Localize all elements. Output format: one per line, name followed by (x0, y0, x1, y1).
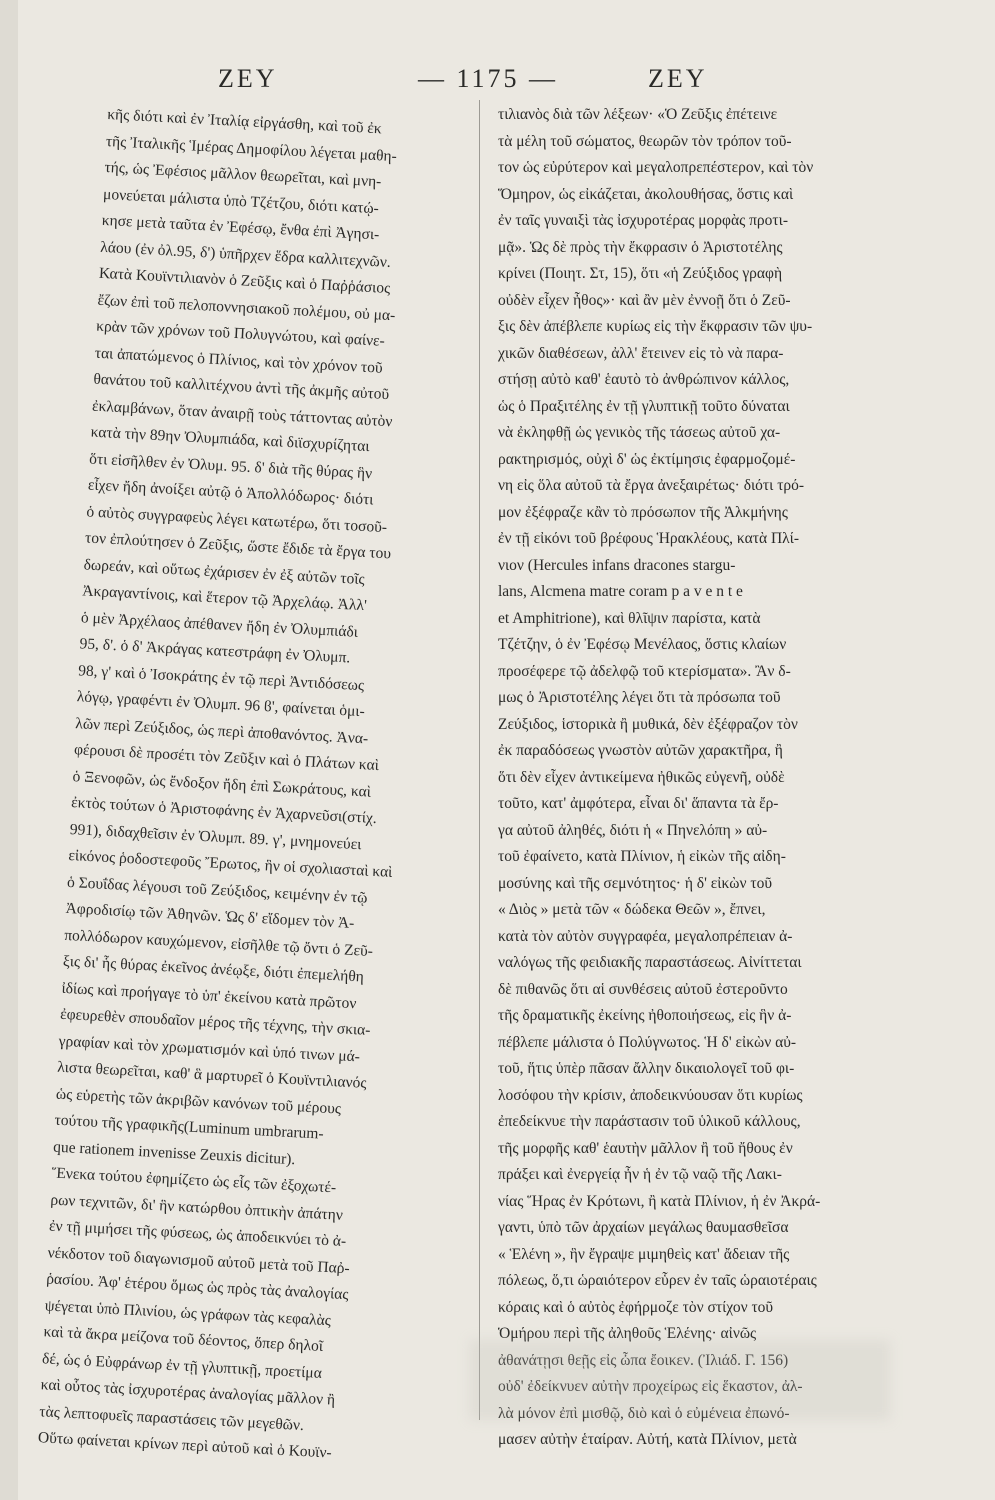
text-line: ἐπεδείκνυε τὴν παράστασιν τοῦ ὑλικοῦ κάλλους, (498, 1113, 801, 1130)
text-line: τοῦτο, κατ' ἀμφότερα, εἶναι δι' ἅπαντα τὰ ἔρ- (498, 795, 779, 812)
text-line: τοῦ ἐφαίνετο, κατὰ Πλίνιον, ἡ εἰκὼν τῆς αἰδη- (498, 848, 786, 865)
text-line: ται ἀπατώμενος ὁ Πλίνιος, καὶ τὸν χρόνον τοῦ (94, 344, 384, 377)
running-header (0, 64, 995, 104)
text-line: λὰ μόνον ἐπὶ μισθῷ, διὸ καὶ ὁ εὐμένεια ἐπωνό- (498, 1404, 790, 1422)
text-line: ρακτηρισμός, οὐχὶ δ' ὡς ἐκτίμησις ἐφαρμοζομέ- (498, 450, 796, 468)
text-line: lans, Alcmena matre coram p a v e n t e (498, 583, 743, 600)
text-line: Ὅμηρον, ὡς εἰκάζεται, ἀκολουθήσας, ὅστις καὶ (498, 185, 794, 203)
text-line: τῆς μορφῆς καθ' ἑαυτὴν μᾶλλον ἢ τοῦ ἤθους ἐν (498, 1139, 793, 1157)
text-line: εἶχεν ἤδη ἀνοίξει αὐτῷ ὁ Ἀπολλόδωρος· διότι (87, 476, 374, 509)
text-line: τὰ μέλη τοῦ σώματος, θεωρῶν τὸν τρόπον τοῦ- (498, 132, 792, 150)
text-line: ὁ μὲν Ἀρχέλαος ἀπέθανεν ἤδη ἐν Ὀλυμπιάδι (80, 608, 359, 641)
text-line: ὅτι δὲν εἶχεν ἀντικείμενα ἠθικῶς εὐγενῆ, οὐδὲ (498, 768, 785, 786)
text-line: κατὰ τὸν αὐτὸν συγγραφέα, μεγαλοπρέπειαν ἀ- (498, 927, 793, 945)
header-right: ΖΕΥ (648, 64, 708, 93)
text-line: ἀθανάτῃσι θεῇς εἰς ὦπα ἔοικεν. (Ἰλιάδ. Γ. 156) (498, 1351, 789, 1369)
text-line: ναλόγως τῆς φειδιακῆς παραστάσεως. Αἰνίττεται (498, 954, 802, 971)
text-line: κρίνει (Ποιητ. Στ, 15), ὅτι «ἡ Ζεύξιδος γραφὴ (498, 265, 783, 282)
text-line: δωρεάν, καὶ οὕτως ἐχάρισεν ἐν ἐξ αὐτῶν τοῖς (83, 555, 366, 588)
text-line: μοσύνης καὶ τῆς σεμνότητος· ἡ δ' εἰκὼν τοῦ (498, 874, 773, 892)
text-line: νίας Ἥρας ἐν Κρότωνι, ἢ κατὰ Πλίνιον, ἡ ἐν Ἀκρά- (498, 1192, 821, 1210)
text-line: κῆς διότι καὶ ἐν Ἰταλίᾳ εἰργάσθη, καὶ τοῦ ἐκ (106, 105, 383, 138)
text-line: τοῦ, ἥτις ὑπὲρ πᾶσαν ἄλλην δικαιολογεῖ τοῦ φι- (498, 1060, 795, 1077)
text-line: πολλόδωρον καυχώμενον, εἰσῆλθε τῷ ὄντι ὁ Ζεῦ- (63, 926, 374, 960)
text-line: εἰκόνος ῥοδοστεφοῦς Ἔρωτος, ἣν οἱ σχολιασταὶ καὶ (68, 846, 393, 881)
text-line: Ἀφροδισίῳ τῶν Ἀθηνῶν. Ὡς δ' εἴδομεν τὸν Ἀ- (65, 899, 355, 933)
text-line: λοσόφου τὴν κρίσιν, ἀποδεικνύουσαν ὅτι κυρίως (498, 1086, 803, 1104)
text-line: « Διὸς » μετὰ τῶν « δώδεκα Θεῶν », ἔπνει, (498, 901, 766, 918)
text-line: ρων τεχνιτῶν, δι' ἣν κατώρθου ὀπτικὴν ἀπάτην (50, 1191, 344, 1224)
text-line: ἐν ταῖς γυναιξὶ τὰς ἰσχυροτέρας μορφὰς προτι- (498, 212, 788, 229)
text-line: μᾷ». Ὡς δὲ πρὸς τὴν ἔκφρασιν ὁ Ἀριστοτέλης (498, 238, 783, 256)
text-line: χικῶν διαθέσεων, ἀλλ' ἔτεινεν εἰς τὸ νὰ παρα- (498, 344, 784, 362)
text-line: καὶ οὗτος τὰς ἰσχυροτέρας ἀναλογίας μᾶλλον ἢ (40, 1376, 336, 1409)
text-line: que rationem invenisse Zeuxis dicitur). (52, 1138, 296, 1168)
text-line: τούτου τῆς γραφικῆς(Luminum umbrarum- (54, 1111, 325, 1143)
text-line: γαντι, ὑπὸ τῶν ἀρχαίων μεγάλως θαυμασθεῖσα (498, 1219, 789, 1236)
text-line: ὅτι εἰσῆλθεν ἐν Ὀλυμ. 95. δ' διὰ τῆς θύρας ἣν (88, 450, 373, 482)
text-line: Κατὰ Κουϊντιλιανὸν ὁ Ζεῦξις καὶ ὁ Παῤῥάσιος (98, 264, 391, 298)
text-line: πράξει καὶ ἐνεργείᾳ ἦν ἡ ἐν τῷ ναῷ τῆς Λακι- (498, 1166, 782, 1183)
text-line: πόλεως, ὅ,τι ὡραιότερον εὗρεν ἐν ταῖς ὡραιοτέραις (498, 1272, 817, 1289)
text-line: ὡς ὁ Πραξιτέλης ἐν τῇ γλυπτικῇ τοῦτο δύναται (498, 397, 790, 415)
text-line: καὶ τὰ ἄκρα μείζονα τοῦ δέοντος, ὅπερ δηλοῖ (43, 1323, 324, 1355)
text-line: 95, δ'. ὁ δ' Ἀκράγας κατεστράφη ἐν Ὀλυμπ. (79, 635, 351, 667)
text-line: ἐκ παραδόσεως γνωστὸν αὐτῶν χαρακτῆρα, ἢ (498, 742, 783, 759)
text-line: μως ὁ Ἀριστοτέλης λέγει ὅτι τὰ πρόσωπα τοῦ (498, 689, 781, 706)
text-line: ὁ αὐτὸς συγγραφεὺς λέγει κατωτέρω, ὅτι τοσοῦ- (86, 502, 388, 536)
text-line: οὐδὲν εἶχεν ἦθος»· καὶ ἂν μὲν ἐννοῇ ὅτι ὁ Ζεῦ- (498, 291, 791, 309)
text-line: νιον (Hercules infans dracones stargu- (498, 556, 736, 574)
text-line: Ἕνεκα τούτου ἐφημίζετο ὡς εἷς τῶν ἐξοχωτέ- (51, 1164, 337, 1197)
text-line: « Ἑλένη », ἣν ἔγραψε μιμηθεὶς κατ' ἄδειαν τῆς (498, 1245, 790, 1263)
text-line: μονεύεται μάλιστα ὑπὸ Τζέτζου, διότι κατῴ- (102, 185, 380, 217)
text-line: θανάτου τοῦ καλλιτέχνου ἀντὶ τῆς ἀκμῆς αὐτοῦ (93, 370, 390, 404)
text-line: φέρουσι δὲ προσέτι τὸν Ζεῦξιν καὶ ὁ Πλάτων καὶ (73, 741, 380, 775)
text-line: δὲ πιθανῶς ὅτι αἱ συνθέσεις αὐτοῦ ἐστεροῦντο (498, 980, 788, 998)
text-line: 991), διδαχθεῖσιν ἐν Ὀλυμπ. 89. γ', μνημονεύει (69, 820, 362, 853)
text-line: προσέφερε τῷ ἀδελφῷ τοῦ κτερίσματα». Ἂν δ- (498, 662, 791, 680)
text-line: ὁ Ξενοφῶν, ὡς ἔνδοξον ἤδη ἐπὶ Σωκράτους, καὶ (72, 767, 372, 801)
text-line: τον ὡς εὐρύτερον καὶ μεγαλοπρεπέστερον, καὶ τὸν (498, 159, 814, 176)
text-line: ῥασίου. Ἀφ' ἑτέρου ὅμως ὡς πρὸς τὰς ἀναλογίας (45, 1270, 349, 1304)
text-line: κησε μετὰ ταῦτα ἐν Ἐφέσῳ, ἔνθα ἐπὶ Ἀγησι- (101, 211, 380, 244)
text-line: Οὕτω φαίνεται κρίνων περὶ αὐτοῦ καὶ ὁ Κουϊν- (37, 1429, 333, 1462)
text-line: τιλιανὸς διὰ τῶν λέξεων· «Ὁ Ζεῦξις ἐπέτεινε (498, 106, 778, 123)
text-line: λιστα θεωρεῖται, καθ' ἃ μαρτυρεῖ ὁ Κουϊντιλιανός (56, 1058, 367, 1092)
text-line: κρὰν τῶν χρόνων τοῦ Πολυγνώτου, καὶ φαίνε- (95, 317, 386, 350)
text-line: ἐκτὸς τούτων ὁ Ἀριστοφάνης ἐν Ἀχαρνεῦσι(στίχ. (70, 794, 378, 828)
text-line: τής, ὡς Ἐφέσιος μᾶλλον θεωρεῖται, καὶ μνη- (104, 158, 382, 191)
right-column (498, 102, 894, 1448)
text-line: ἔζων ἐπὶ τοῦ πελοποννησιακοῦ πολέμου, οὐ μα- (97, 291, 396, 324)
text-line: λάου (ἐν ὀλ.95, δ') ὑπῆρχεν ἕδρα καλλιτεχνῶν. (99, 238, 392, 271)
text-line: ἐν τῇ εἰκόνι τοῦ βρέφους Ἡρακλέους, κατὰ Πλί- (498, 530, 799, 547)
text-line: 98, γ' καὶ ὁ Ἰσοκράτης ἐν τῷ περὶ Ἀντιδόσεως (77, 661, 365, 694)
text-line: et Amphitrione), καὶ θλῖψιν παρίστα, κατὰ (498, 609, 761, 627)
text-line: λῶν περὶ Ζεύξιδος, ὡς περὶ ἀποθανόντος. Ἀνα- (75, 714, 369, 747)
text-line: νέκδοτον τοῦ διαγωνισμοῦ αὐτοῦ μετὰ τοῦ Παῤ- (47, 1243, 351, 1277)
header-left: ΖΕΥ (218, 64, 278, 93)
text-line: ψέγεται ὑπὸ Πλινίου, ὡς γράφων τὰς κεφαλὰς (44, 1296, 332, 1329)
text-line: νη εἰς ὅλα αὐτοῦ τὰ ἔργα ἀνεξαιρέτως· διότι τρό- (498, 477, 805, 494)
text-line: ἐκλαμβάνων, ὅταν ἀναιρῇ τοὺς τάττοντας αὐτὸν (91, 397, 393, 430)
text-line: Ὁμήρου περὶ τῆς ἀληθοῦς Ἑλένης· αἰνῶς (498, 1325, 757, 1342)
text-line: γα αὐτοῦ ἀληθές, διότι ἡ « Πηνελόπη » αὐ- (498, 821, 768, 839)
text-line: Ἀκραγαντίνοις, καὶ ἕτερον τῷ Ἀρχελάῳ. Ἀλλ' (81, 582, 368, 615)
page-edge (0, 0, 18, 1500)
text-line: τὰς λεπτοφυεῖς παραστάσεις τῶν μεγεθῶν. (38, 1402, 305, 1434)
page-number: — 1175 — (418, 64, 559, 93)
text-line: πέβλεπε μάλιστα ὁ Πολύγνωτος. Ἡ δ' εἰκὼν αὐ- (498, 1033, 797, 1051)
text-line: τον ἐπλούτησεν ὁ Ζεῦξις, ὥστε ἔδιδε τὰ ἔργα του (84, 529, 392, 563)
text-line: ξις δὲν ἀπέβλεπε κυρίως εἰς τὴν ἔκφρασιν τῶν ψυ- (498, 318, 813, 335)
text-line: Τζέτζην, ὁ ἐν Ἐφέσῳ Μενέλαος, ὅστις κλαίων (498, 636, 787, 653)
text-line: ἐφευρεθὲν σπουδαῖον μέρος τῆς τέχνης, τὴν σκια- (59, 1005, 371, 1039)
text-line: μασεν αὐτὴν ἑταίραν. Αὐτή, κατὰ Πλίνιον, μετὰ (498, 1431, 797, 1448)
text-line: κόραις καὶ ὁ αὐτὸς ἐφήρμοζε τὸν στίχον τοῦ (498, 1298, 774, 1316)
text-line: μον ἐξέφραζε κἂν τὸ πρόσωπον τῆς Ἀλκμήνης (498, 503, 788, 521)
text-line: ἐν τῇ μιμήσει τῆς φύσεως, ὡς ἀποδεικνύει τὸ ἀ- (48, 1217, 347, 1251)
column-rule (479, 100, 480, 1420)
text-line: οὐδ' ἐδείκνυεν αὐτὴν προχείρως εἰς ἕκαστον, ἀλ- (498, 1378, 803, 1395)
text-line: ὡς εὑρετὴς τῶν ἀκριβῶν κανόνων τοῦ μέρους (55, 1085, 342, 1118)
text-line: τῆς Ἰταλικῆς Ἱμέρας Δημοφίλου λέγεται μαθη- (105, 132, 398, 165)
left-column (37, 102, 457, 1462)
text-line: γραφίαν καὶ τὸν χρωματισμόν καὶ ὑπό τινων μά- (58, 1032, 361, 1065)
text-line: δέ, ὡς ὁ Εὐφράνωρ ἐν τῇ γλυπτικῇ, προετίμα (41, 1349, 323, 1382)
text-line: ξις δι' ἧς θύρας ἐκεῖνος ἀνέῳξε, διότι ἐπεμελήθη (62, 952, 365, 986)
text-line: ὁ Σουΐδας λέγουσι τοῦ Ζεύξιδος, κειμένην ἐν τῷ (66, 873, 368, 907)
text-line: στήσῃ αὐτὸ καθ' ἑαυτὸ τὸ ἀνθρώπινον κάλλος, (498, 371, 790, 388)
text-line: νὰ ἐκληφθῇ ὡς γενικὸς τῆς τάσεως αὐτοῦ χα- (498, 424, 781, 441)
text-line: τῆς δραματικῆς ἐκείνης ἠθοποιήσεως, εἰς ἣν ἀ- (498, 1007, 792, 1024)
text-line: λόγῳ, γραφέντι ἐν Ὀλυμπ. 96 ϐ', φαίνεται ὁμι- (76, 688, 366, 721)
text-line: ἰδίως καὶ προήγαγε τὸ ὑπ' ἐκείνου κατὰ πρῶτον (61, 979, 357, 1012)
text-line: Ζεύξιδος, ἱστορικὰ ἢ μυθικά, δὲν ἐξέφραζον τὸν (498, 715, 798, 733)
text-line: κατὰ τὴν 89ην Ὀλυμπιάδα, καὶ διϊσχυρίζηται (90, 423, 371, 456)
stamp-smudge (470, 1340, 890, 1420)
